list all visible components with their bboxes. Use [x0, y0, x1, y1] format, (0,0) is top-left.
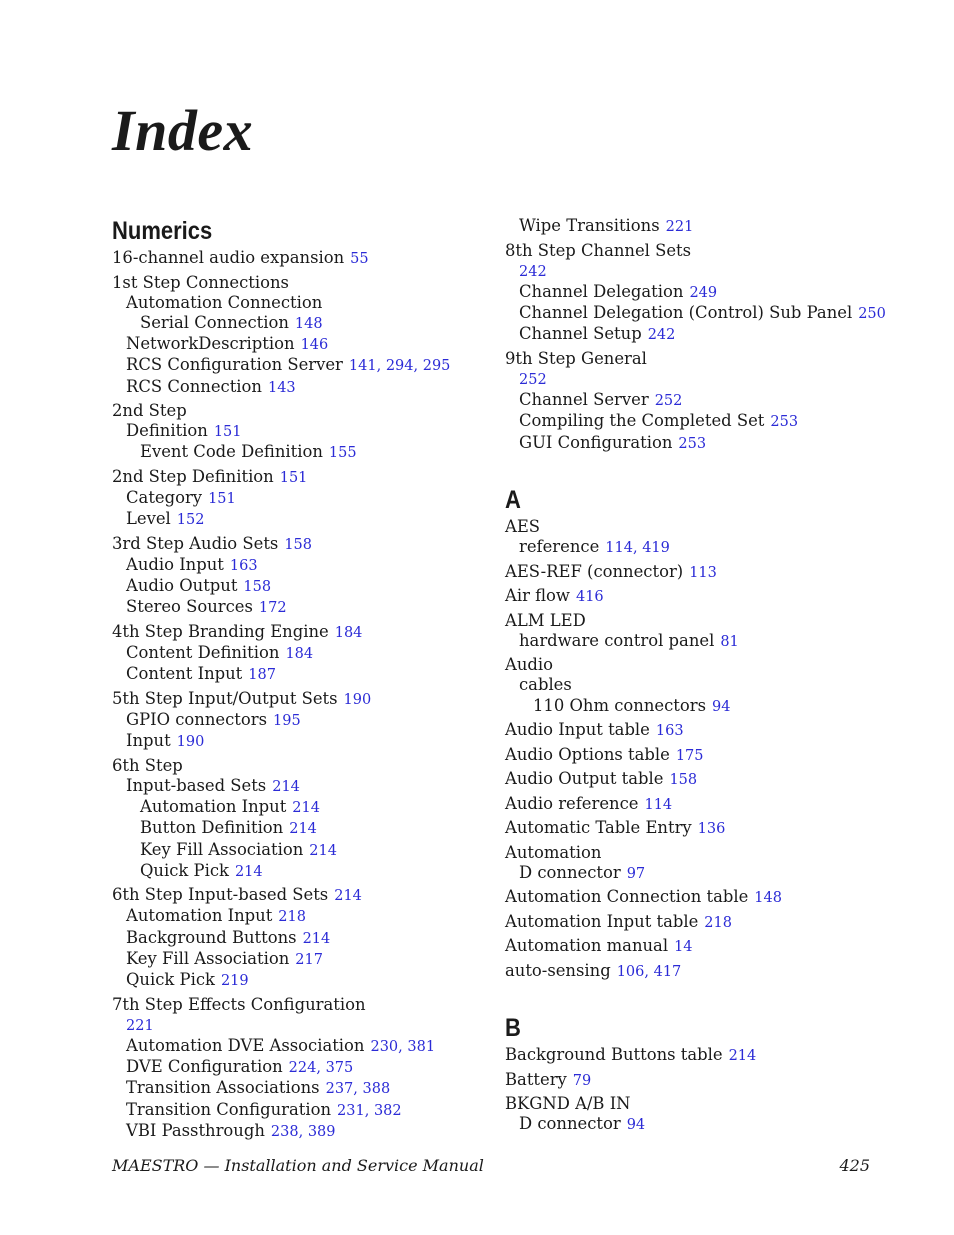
index-subterm-line: [505, 390, 885, 411]
index-subterm: Input-based Sets: [126, 775, 267, 795]
page-ref-link[interactable]: 141: [348, 358, 377, 375]
page-ref-link[interactable]: 158: [284, 536, 313, 553]
page-ref-link[interactable]: 195: [273, 713, 301, 730]
index-term: Automatic Table Entry: [505, 818, 692, 838]
page-ref-link[interactable]: 419: [642, 540, 670, 557]
index-subterm: Stereo Sources: [126, 597, 253, 617]
page-ref-link[interactable]: 375: [325, 1060, 354, 1077]
page-ref-link[interactable]: 389: [307, 1123, 336, 1140]
page-ref-separator: ,: [398, 1038, 408, 1055]
index-subterm: GPIO connectors: [126, 710, 267, 730]
page-ref-link[interactable]: 218: [704, 914, 732, 931]
index-term: Audio: [505, 655, 553, 675]
index-subterm: Quick Pick: [126, 970, 215, 990]
index-subterm-line: [505, 216, 885, 237]
index-term-line: [505, 794, 885, 815]
index-subterm: Definition: [126, 421, 208, 441]
index-subterm: NetworkDescription: [126, 334, 295, 354]
index-term-line: [505, 745, 885, 766]
index-term-line: [112, 885, 492, 906]
index-term: Audio reference: [505, 793, 639, 813]
page-ref-link[interactable]: 97: [626, 865, 646, 882]
page-ref-link[interactable]: 382: [373, 1102, 402, 1119]
index-term-line: [505, 843, 885, 863]
index-entry: [112, 248, 492, 269]
page-ref-link[interactable]: 219: [220, 973, 249, 990]
index-subterm: DVE Configuration: [126, 1057, 283, 1077]
page-ref-link[interactable]: 294: [385, 358, 414, 375]
section-heading: A: [505, 485, 521, 514]
page-ref-link[interactable]: 388: [362, 1081, 391, 1098]
page-ref-separator: ,: [316, 1060, 326, 1077]
index-term-line: [112, 622, 492, 643]
index-subsubterm-line: [112, 818, 492, 839]
index-subterm: Category: [126, 488, 203, 508]
page-ref-link[interactable]: 146: [300, 337, 329, 354]
page-ref-link[interactable]: 224: [288, 1060, 317, 1077]
index-column-right: [505, 216, 885, 1166]
index-subsubterm-line: [112, 313, 492, 334]
index-subterm-line: [112, 488, 492, 509]
page-ref-link[interactable]: 253: [678, 435, 707, 452]
page-ref-link[interactable]: 148: [294, 315, 323, 332]
page-ref-link[interactable]: 151: [208, 491, 236, 508]
index-term-line: [505, 562, 885, 583]
index-term: 1st Step Connections: [112, 272, 289, 292]
index-term-line: [505, 1070, 885, 1091]
page-ref-link[interactable]: 381: [407, 1038, 436, 1055]
page-ref-link[interactable]: 106: [616, 963, 645, 980]
index-subterm-line: [112, 970, 492, 991]
page-ref-link[interactable]: 94: [626, 1117, 646, 1134]
index-term-line: [505, 655, 885, 675]
index-subterm-line: [505, 411, 885, 432]
index-subsubterm: Quick Pick: [140, 860, 229, 880]
index-term: 6th Step Input-based Sets: [112, 885, 329, 905]
page-ref-separator: ,: [644, 963, 654, 980]
index-entry: [112, 622, 492, 686]
index-term: Audio Input table: [505, 720, 650, 740]
index-subterm-line: [112, 710, 492, 731]
index-term: ALM LED: [505, 610, 586, 630]
page-ref-link[interactable]: 190: [343, 691, 372, 708]
index-term: Background Buttons table: [505, 1045, 723, 1065]
page-ref-link[interactable]: 221: [665, 219, 694, 235]
index-entry: [505, 843, 885, 884]
page-ref-separator: ,: [413, 358, 423, 375]
index-term-line: [112, 273, 492, 293]
index-section: [505, 1013, 885, 1135]
page-ref-link[interactable]: 238: [270, 1123, 299, 1140]
index-subterm: RCS Configuration Server: [126, 355, 343, 375]
index-term: Automation manual: [505, 936, 669, 956]
index-term: 7th Step Effects Configuration: [112, 994, 366, 1014]
index-entry: [112, 756, 492, 882]
section-heading: B: [505, 1014, 521, 1043]
index-term-line: [112, 995, 492, 1015]
index-term-line: [505, 887, 885, 908]
page-ref-link[interactable]: 214: [728, 1048, 757, 1065]
index-term-line: [505, 241, 885, 261]
page-ref-link[interactable]: 214: [272, 778, 300, 795]
index-subterm: Transition Associations: [126, 1078, 320, 1098]
index-subsubterm-line: [112, 797, 492, 818]
index-subterm-line: [505, 303, 885, 324]
index-subsubterm-line: [112, 442, 492, 463]
index-term: 8th Step Channel Sets: [505, 240, 692, 260]
index-subterm: Background Buttons: [126, 927, 297, 947]
index-entry: [505, 936, 885, 957]
index-term: 4th Step Branding Engine: [112, 621, 329, 641]
index-subsubterm: Key Fill Association: [140, 839, 304, 859]
index-term-line: [112, 756, 492, 776]
index-subterm-line: [112, 1078, 492, 1099]
index-term: Automation Input table: [505, 911, 699, 931]
index-term-line: [112, 534, 492, 555]
index-subterm-line: [505, 1114, 885, 1135]
page-ref-link[interactable]: 175: [675, 747, 704, 764]
index-entry: [505, 961, 885, 982]
index-subterm: reference: [519, 537, 600, 557]
page-ref-link[interactable]: 217: [295, 951, 323, 968]
index-subterm: D connector: [519, 862, 621, 882]
index-term-line: [505, 769, 885, 790]
index-term: Battery: [505, 1069, 567, 1089]
index-subterm: GUI Configuration: [519, 432, 673, 452]
page-ref-link[interactable]: 184: [334, 624, 363, 641]
index-entry: [505, 1045, 885, 1066]
index-subterm: Channel Delegation: [519, 281, 684, 301]
index-term-line: [112, 689, 492, 710]
page-ref-separator: ,: [376, 358, 386, 375]
index-term: 16-channel audio expansion: [112, 248, 345, 267]
page-ref-link[interactable]: 242: [519, 263, 547, 280]
index-subterm-line: [505, 537, 885, 558]
index-term: 6th Step: [112, 755, 183, 775]
index-term-pages: [505, 261, 885, 282]
index-section: [505, 485, 885, 982]
index-subterm-line: [112, 597, 492, 618]
index-entry: [505, 818, 885, 839]
index-term: 2nd Step: [112, 401, 187, 421]
page-ref-link[interactable]: 295: [422, 358, 451, 375]
page-ref-link[interactable]: 148: [754, 890, 782, 907]
index-entry: [112, 689, 492, 753]
index-subterm-line: [112, 731, 492, 752]
index-subterm-line: [505, 433, 885, 454]
page-ref-link[interactable]: 249: [689, 284, 718, 301]
index-subterm: Channel Setup: [519, 324, 642, 344]
index-entry: [505, 745, 885, 766]
index-subterm-line: [112, 664, 492, 685]
index-subterm: Audio Input: [126, 555, 224, 575]
page-ref-link[interactable]: 81: [720, 633, 739, 650]
page-ref-link[interactable]: 417: [653, 963, 682, 980]
page-ref-link[interactable]: 152: [176, 512, 205, 529]
index-subterm: VBI Passthrough: [126, 1120, 265, 1140]
index-entry: [112, 534, 492, 619]
index-term: BKGND A/B IN: [505, 1094, 631, 1114]
page-ref-link[interactable]: 113: [689, 564, 717, 581]
index-subterm-line: [112, 1036, 492, 1057]
page-ref-link[interactable]: 187: [248, 667, 276, 684]
index-subsubterm-line: [505, 696, 885, 717]
index-entry: [505, 720, 885, 741]
index-term: auto-sensing: [505, 960, 611, 980]
page-ref-link[interactable]: 242: [647, 327, 676, 344]
index-subterm-line: [112, 576, 492, 597]
index-entry: [505, 216, 885, 237]
index-term-pages: [112, 1015, 492, 1036]
index-term-line: [505, 961, 885, 982]
page-ref-link[interactable]: 214: [234, 863, 263, 880]
index-term: Automation: [505, 842, 602, 862]
index-entry: [505, 517, 885, 558]
page-ref-link[interactable]: 253: [770, 414, 799, 431]
page-ref-link[interactable]: 190: [176, 734, 205, 751]
page-ref-link[interactable]: 252: [654, 393, 683, 410]
page-ref-separator: ,: [298, 1123, 308, 1140]
index-subterm: Audio Output: [126, 576, 238, 596]
index-subsubterm-line: [112, 861, 492, 882]
page-footer: [112, 1156, 870, 1176]
index-term-line: [505, 720, 885, 741]
index-term: 2nd Step Definition: [112, 466, 274, 486]
index-term-line: [505, 1094, 885, 1114]
page-ref-link[interactable]: 55: [350, 251, 369, 267]
index-subterm-line: [112, 1100, 492, 1121]
index-term: 5th Step Input/Output Sets: [112, 688, 338, 708]
index-subterm-line: [112, 949, 492, 970]
page-ref-link[interactable]: 155: [328, 445, 357, 462]
index-subterm-line: [112, 643, 492, 664]
index-term: Air flow: [505, 586, 570, 606]
footer-doc-title: MAESTRO — Installation and Service Manual: [112, 1156, 484, 1175]
index-term-line: [505, 611, 885, 631]
index-section: [112, 216, 492, 1142]
index-entry: [112, 467, 492, 531]
index-term-line: [505, 586, 885, 607]
page-ref-link[interactable]: 214: [334, 888, 362, 905]
index-term: 3rd Step Audio Sets: [112, 533, 279, 553]
page-ref-link[interactable]: 214: [309, 842, 337, 859]
index-subterm: cables: [519, 675, 572, 695]
page-ref-link[interactable]: 136: [697, 821, 726, 838]
index-subterm-line: [505, 324, 885, 345]
index-subterm: RCS Connection: [126, 376, 262, 396]
page-ref-link[interactable]: 114: [644, 796, 673, 813]
index-subterm: Content Definition: [126, 643, 280, 663]
index-entry: [112, 995, 492, 1142]
index-entry: [505, 241, 885, 346]
page-ref-separator: ,: [364, 1102, 374, 1119]
page-ref-link[interactable]: 218: [278, 909, 306, 926]
index-term: 9th Step General: [505, 348, 647, 368]
index-subterm-line: [112, 509, 492, 530]
index-subterm: Key Fill Association: [126, 948, 290, 968]
index-entry: [505, 562, 885, 583]
index-subsubterm: Serial Connection: [140, 312, 289, 332]
index-subterm-line: [112, 1057, 492, 1078]
page-ref-link[interactable]: 252: [519, 372, 547, 389]
index-term-line: [505, 517, 885, 537]
index-term-line: [112, 401, 492, 421]
index-entry: [505, 586, 885, 607]
page-ref-link[interactable]: 184: [285, 646, 314, 663]
index-subterm: Wipe Transitions: [519, 216, 660, 235]
index-entry: [505, 655, 885, 717]
index-entry: [505, 887, 885, 908]
index-subterm: hardware control panel: [519, 630, 715, 650]
index-subterm-line: [112, 906, 492, 927]
index-entry: [505, 912, 885, 933]
page-ref-link[interactable]: 416: [575, 589, 604, 606]
page-ref-link[interactable]: 158: [243, 579, 272, 596]
index-column-left: [112, 216, 492, 1173]
index-subterm: Transition Configuration: [126, 1099, 332, 1119]
index-subterm-line: [112, 1121, 492, 1142]
page-title: Index: [112, 98, 254, 163]
index-subsubterm: 110 Ohm connectors: [533, 695, 706, 715]
index-subterm: Level: [126, 509, 171, 529]
page-ref-link[interactable]: 143: [267, 379, 296, 396]
index-subterm-line: [505, 631, 885, 652]
index-subterm-line: [112, 555, 492, 576]
index-subterm: Automation DVE Association: [126, 1035, 365, 1055]
page-ref-link[interactable]: 94: [711, 698, 731, 715]
page-ref-link[interactable]: 172: [258, 600, 287, 617]
index-entry: [505, 769, 885, 790]
index-term-line: [505, 349, 885, 369]
page-ref-link[interactable]: 79: [572, 1072, 592, 1089]
index-entry: [505, 1094, 885, 1135]
index-subterm-line: [112, 421, 492, 442]
index-subterm: D connector: [519, 1114, 621, 1134]
index-subterm-line: [112, 377, 492, 398]
index-term-line: [505, 936, 885, 957]
footer-page-number: 425: [839, 1156, 870, 1175]
index-subterm: Channel Delegation (Control) Sub Panel: [519, 303, 853, 323]
index-term: AES-REF (connector): [505, 561, 684, 581]
index-subsubterm: Button Definition: [140, 818, 284, 838]
index-subterm: Content Input: [126, 664, 243, 684]
index-entry: [505, 611, 885, 652]
page-ref-link[interactable]: 151: [279, 469, 308, 486]
index-term-line: [505, 818, 885, 839]
page-ref-link[interactable]: 163: [655, 723, 684, 740]
index-subsubterm-line: [112, 840, 492, 861]
index-subterm: Input: [126, 731, 171, 751]
page-ref-link[interactable]: 14: [674, 939, 693, 956]
index-term: AES: [505, 516, 541, 536]
page-ref-separator: ,: [353, 1081, 363, 1098]
index-subterm-line: [112, 776, 492, 797]
page-ref-link[interactable]: 221: [126, 1017, 154, 1034]
index-term: Audio Output table: [505, 769, 664, 789]
index-subterm: Compiling the Completed Set: [519, 411, 765, 431]
index-subterm-line: [112, 355, 492, 376]
index-term-line: [505, 912, 885, 933]
index-section: [505, 216, 885, 454]
index-subterm: Channel Server: [519, 390, 649, 410]
section-heading: Numerics: [112, 217, 213, 245]
index-subterm-line: [505, 675, 885, 695]
index-subterm: Automation Connection: [126, 292, 323, 312]
index-entry: [505, 349, 885, 454]
index-entry: [505, 1070, 885, 1091]
index-term-line: [505, 1045, 885, 1066]
index-term: Audio Options table: [505, 744, 670, 764]
index-entry: [112, 273, 492, 398]
page-ref-link[interactable]: 158: [669, 772, 698, 789]
index-entry: [112, 885, 492, 991]
page-ref-link[interactable]: 163: [229, 558, 258, 575]
index-subterm-line: [505, 863, 885, 884]
page-ref-link[interactable]: 151: [213, 424, 242, 441]
page-ref-link[interactable]: 114: [605, 540, 633, 557]
page-ref-link[interactable]: 231: [337, 1102, 365, 1119]
page-ref-link[interactable]: 250: [858, 306, 886, 323]
index-subsubterm: Automation Input: [140, 797, 287, 817]
index-subterm-line: [505, 282, 885, 303]
index-subterm-line: [112, 334, 492, 355]
index-subterm-line: [112, 928, 492, 949]
index-subsubterm: Event Code Definition: [140, 442, 323, 462]
page-ref-link[interactable]: 214: [292, 800, 320, 817]
index-entry: [112, 401, 492, 464]
index-term-line: [112, 248, 492, 269]
index-entry: [505, 794, 885, 815]
page-ref-link[interactable]: 237: [325, 1081, 354, 1098]
index-term-pages: [505, 369, 885, 390]
index-term-line: [112, 467, 492, 488]
page-ref-link[interactable]: 214: [289, 821, 317, 838]
index-subterm-line: [112, 293, 492, 313]
page-ref-link[interactable]: 214: [302, 930, 331, 947]
index-term: Automation Connection table: [505, 887, 749, 907]
index-subterm: Automation Input: [126, 906, 273, 926]
page-ref-separator: ,: [632, 540, 643, 557]
page-ref-link[interactable]: 230: [370, 1038, 399, 1055]
